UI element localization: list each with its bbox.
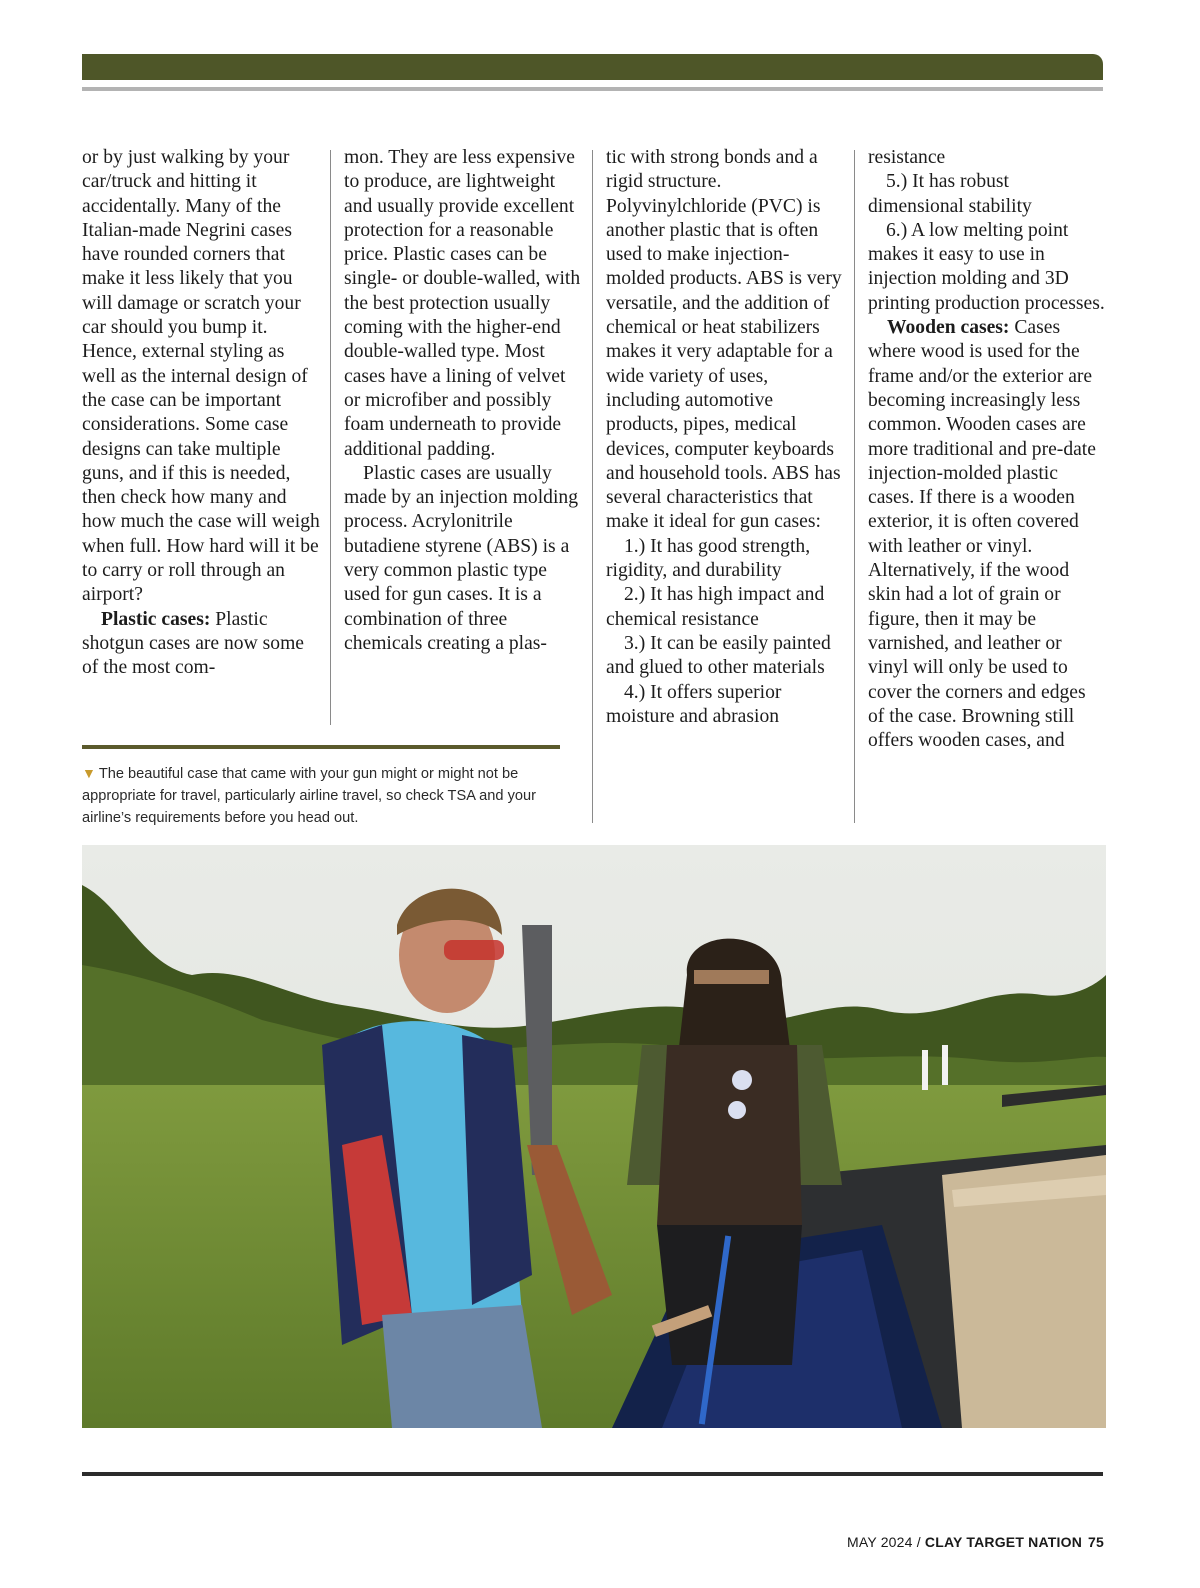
issue-date: MAY 2024	[846, 1534, 913, 1550]
article-column-3	[606, 146, 844, 729]
header-rule	[82, 87, 1103, 91]
paragraph-text: Cases where wood is used for the frame and/or the exterior are becoming increasingly less common. Wooden cases are more traditional and pre-date injection-molded plastic cases. If there is a wooden exterior, it is often covered with leather or vinyl. Alternatively, if the wood skin had a lot of grain or figure, then it may be varnished, and leather or vinyl will only be used to cover the corners and edges of the case. Browning still offers wooden cases, and	[868, 317, 1096, 752]
article-column-2	[344, 146, 582, 656]
paragraph: tic with strong bonds and a rigid structure. Polyvinylchloride (PVC) is another plastic that is often used to make injection-molded products. ABS is very versatile, and the addition of chemical or heat stabilizers makes it very adaptable for a wide variety of uses, including automotive products, pipes, medical devices, computer keyboards and household tools. ABS has several characteristics that make it ideal for gun cases:	[606, 147, 842, 533]
magazine-name: CLAY TARGET NATION	[924, 1534, 1083, 1550]
article-column-1	[82, 146, 320, 681]
column-divider	[592, 150, 593, 823]
paragraph: mon. They are less expensive to produce, are lightweight and usually provide excellent protection for a reasonable price. Plastic cases can be single- or double-walled, with the best protection usually coming with the higher-end double-walled type. Most cases have a lining of velvet or microfiber and possibly foam underneath to provide additional padding.	[344, 147, 581, 460]
paragraph-plastic-cases	[82, 608, 320, 681]
caption-rule	[82, 745, 560, 749]
paragraph-text: Plastic shotgun cases are now some of the most com-	[82, 608, 305, 679]
triangle-down-icon: ▼	[82, 765, 96, 781]
paragraph: resistance	[868, 147, 946, 168]
page-number: 75	[1088, 1534, 1104, 1550]
list-item: 4.) It offers superior moisture and abrasion	[606, 681, 782, 727]
photo-icon	[82, 845, 1106, 1428]
subhead-wooden-cases: Wooden cases:	[887, 317, 1010, 339]
article-column-4	[868, 146, 1106, 753]
footer-separator: /	[912, 1534, 925, 1550]
list-item: 1.) It has good strength, rigidity, and durability	[606, 535, 811, 582]
list-item: 6.) A low melting point makes it easy to use in injection molding and 3D printing production processes.	[868, 219, 1105, 314]
subhead-plastic-cases: Plastic cases:	[101, 608, 211, 630]
list-item: 2.) It has high impact and chemical resistance	[606, 584, 825, 630]
column-divider	[854, 150, 855, 823]
photo-caption	[82, 762, 572, 829]
footer-rule	[82, 1472, 1103, 1476]
paragraph: or by just walking by your car/truck and hitting it accidentally. Many of the Italian-made Negrini cases have rounded corners that make it less likely that you will damage or scratch your car should you bump it. Hence, external styling as well as the internal design of the case can be important considerations. Some case designs can take multiple guns, and if this is needed, then check how many and how much the case will weigh when full. How hard will it be to carry or roll through an airport?	[82, 147, 320, 606]
column-divider	[330, 150, 331, 725]
paragraph: Plastic cases are usually made by an injection molding process. Acrylonitrile butadiene styrene (ABS) is a very common plastic type used for gun cases. It is a combination of three chemicals creating a plas-	[344, 462, 578, 654]
paragraph-wooden-cases	[868, 316, 1106, 753]
list-item: 5.) It has robust dimensional stability	[868, 171, 1032, 217]
caption-text: The beautiful case that came with your gun might or might not be appropriate for travel, particularly airline travel, so check TSA and your airline’s requirements before you head out.	[82, 766, 536, 826]
list-item: 3.) It can be easily painted and glued to other materials	[606, 632, 831, 679]
article-photo	[82, 845, 1106, 1428]
header-band	[82, 54, 1103, 80]
page-footer	[847, 1534, 1104, 1550]
